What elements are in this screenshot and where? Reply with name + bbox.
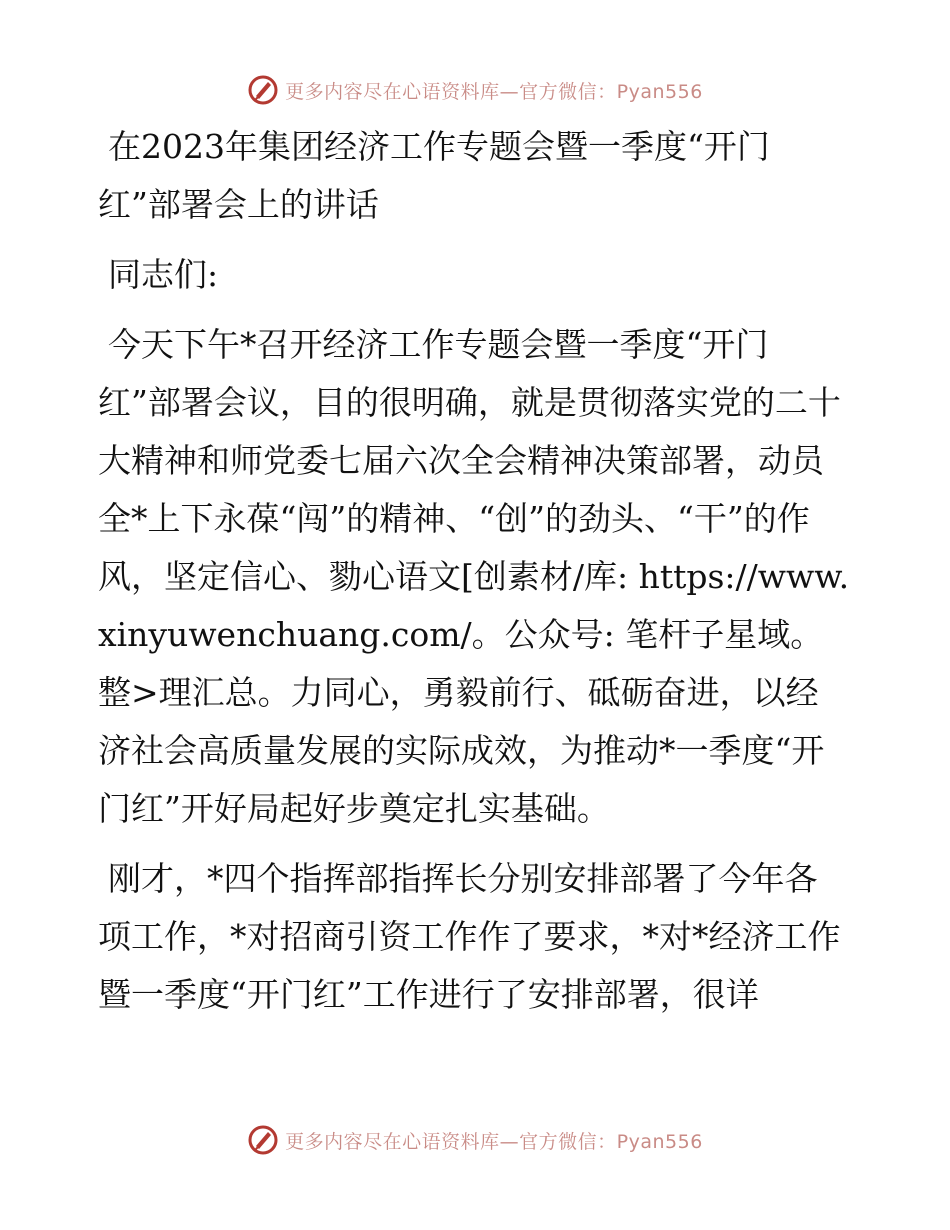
footer-banner-text: 更多内容尽在心语资料库—官方微信：Pyan556 bbox=[285, 1130, 703, 1153]
paragraph-1: 今天下午*召开经济工作专题会暨一季度“开门红”部署会议，目的很明确，就是贯彻落实党的二十大精神和师党委七届六次全会精神决策部署，动员全*上下永葆“闯”的精神、“创”的劲头、“干”的作风，坚定信心、勠心语文[创素材/库: https://www.xinyuwenchuang.com/。公众号: 笔杆子星域。整>理汇总。力同心，勇毅前行、砥砺奋进，以经济社会高质量发展的实际成效，为推动*一季度“开门红”开好局起好步奠定扎实基础。 bbox=[98, 325, 850, 828]
logo-icon bbox=[247, 1124, 279, 1156]
header-banner bbox=[0, 70, 950, 110]
logo-icon bbox=[247, 74, 279, 106]
document-body bbox=[98, 118, 850, 1024]
header-banner-text: 更多内容尽在心语资料库—官方微信：Pyan556 bbox=[285, 80, 703, 103]
footer-banner bbox=[0, 1120, 950, 1160]
paragraph-2: 刚才，*四个指挥部指挥长分别安排部署了今年各项工作，*对招商引资工作作了要求，*对*经济工作暨一季度“开门红”工作进行了安排部署，很详 bbox=[98, 859, 841, 1014]
salutation: 同志们: bbox=[108, 255, 219, 294]
document-title: 在2023年集团经济工作专题会暨一季度“开门红”部署会上的讲话 bbox=[98, 127, 770, 224]
